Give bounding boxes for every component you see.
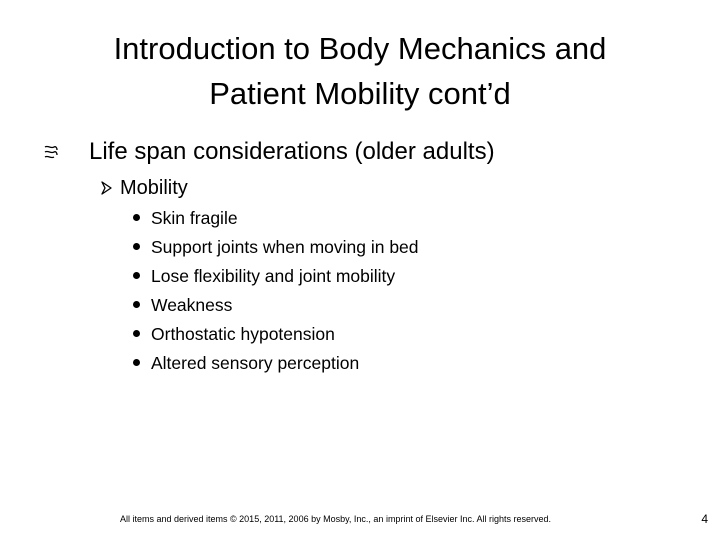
list-item-text: Skin fragile (151, 208, 238, 228)
page-number: 4 (701, 512, 708, 526)
slide-title-line-1: Introduction to Body Mechanics and (113, 31, 607, 66)
list-item-text: Orthostatic hypotension (151, 324, 335, 344)
bullet-dot-icon (133, 301, 140, 308)
level2-bullet-text: Mobility (120, 177, 188, 199)
bullet-dot-icon (133, 214, 140, 221)
level1-bullet-text: Life span considerations (older adults) (89, 138, 495, 165)
bullet-dot-icon (133, 359, 140, 366)
decorative-scroll-icon (43, 144, 59, 160)
bullet-dot-icon (133, 272, 140, 279)
bullet-dot-icon (133, 243, 140, 250)
slide-title (40, 26, 680, 116)
copyright-footer: All items and derived items © 2015, 2011, 2006 by Mosby, Inc., an imprint of Elsevier Inc. All rights reserved. (120, 514, 551, 524)
list-item-text: Altered sensory perception (151, 353, 360, 373)
slide-title-line-2: Patient Mobility cont’d (209, 76, 511, 111)
list-item-text: Lose flexibility and joint mobility (151, 266, 396, 286)
list-item-text: Support joints when moving in bed (151, 237, 419, 257)
arrow-bullet-icon (100, 181, 112, 195)
list-item-text: Weakness (151, 295, 233, 315)
bullet-dot-icon (133, 330, 140, 337)
